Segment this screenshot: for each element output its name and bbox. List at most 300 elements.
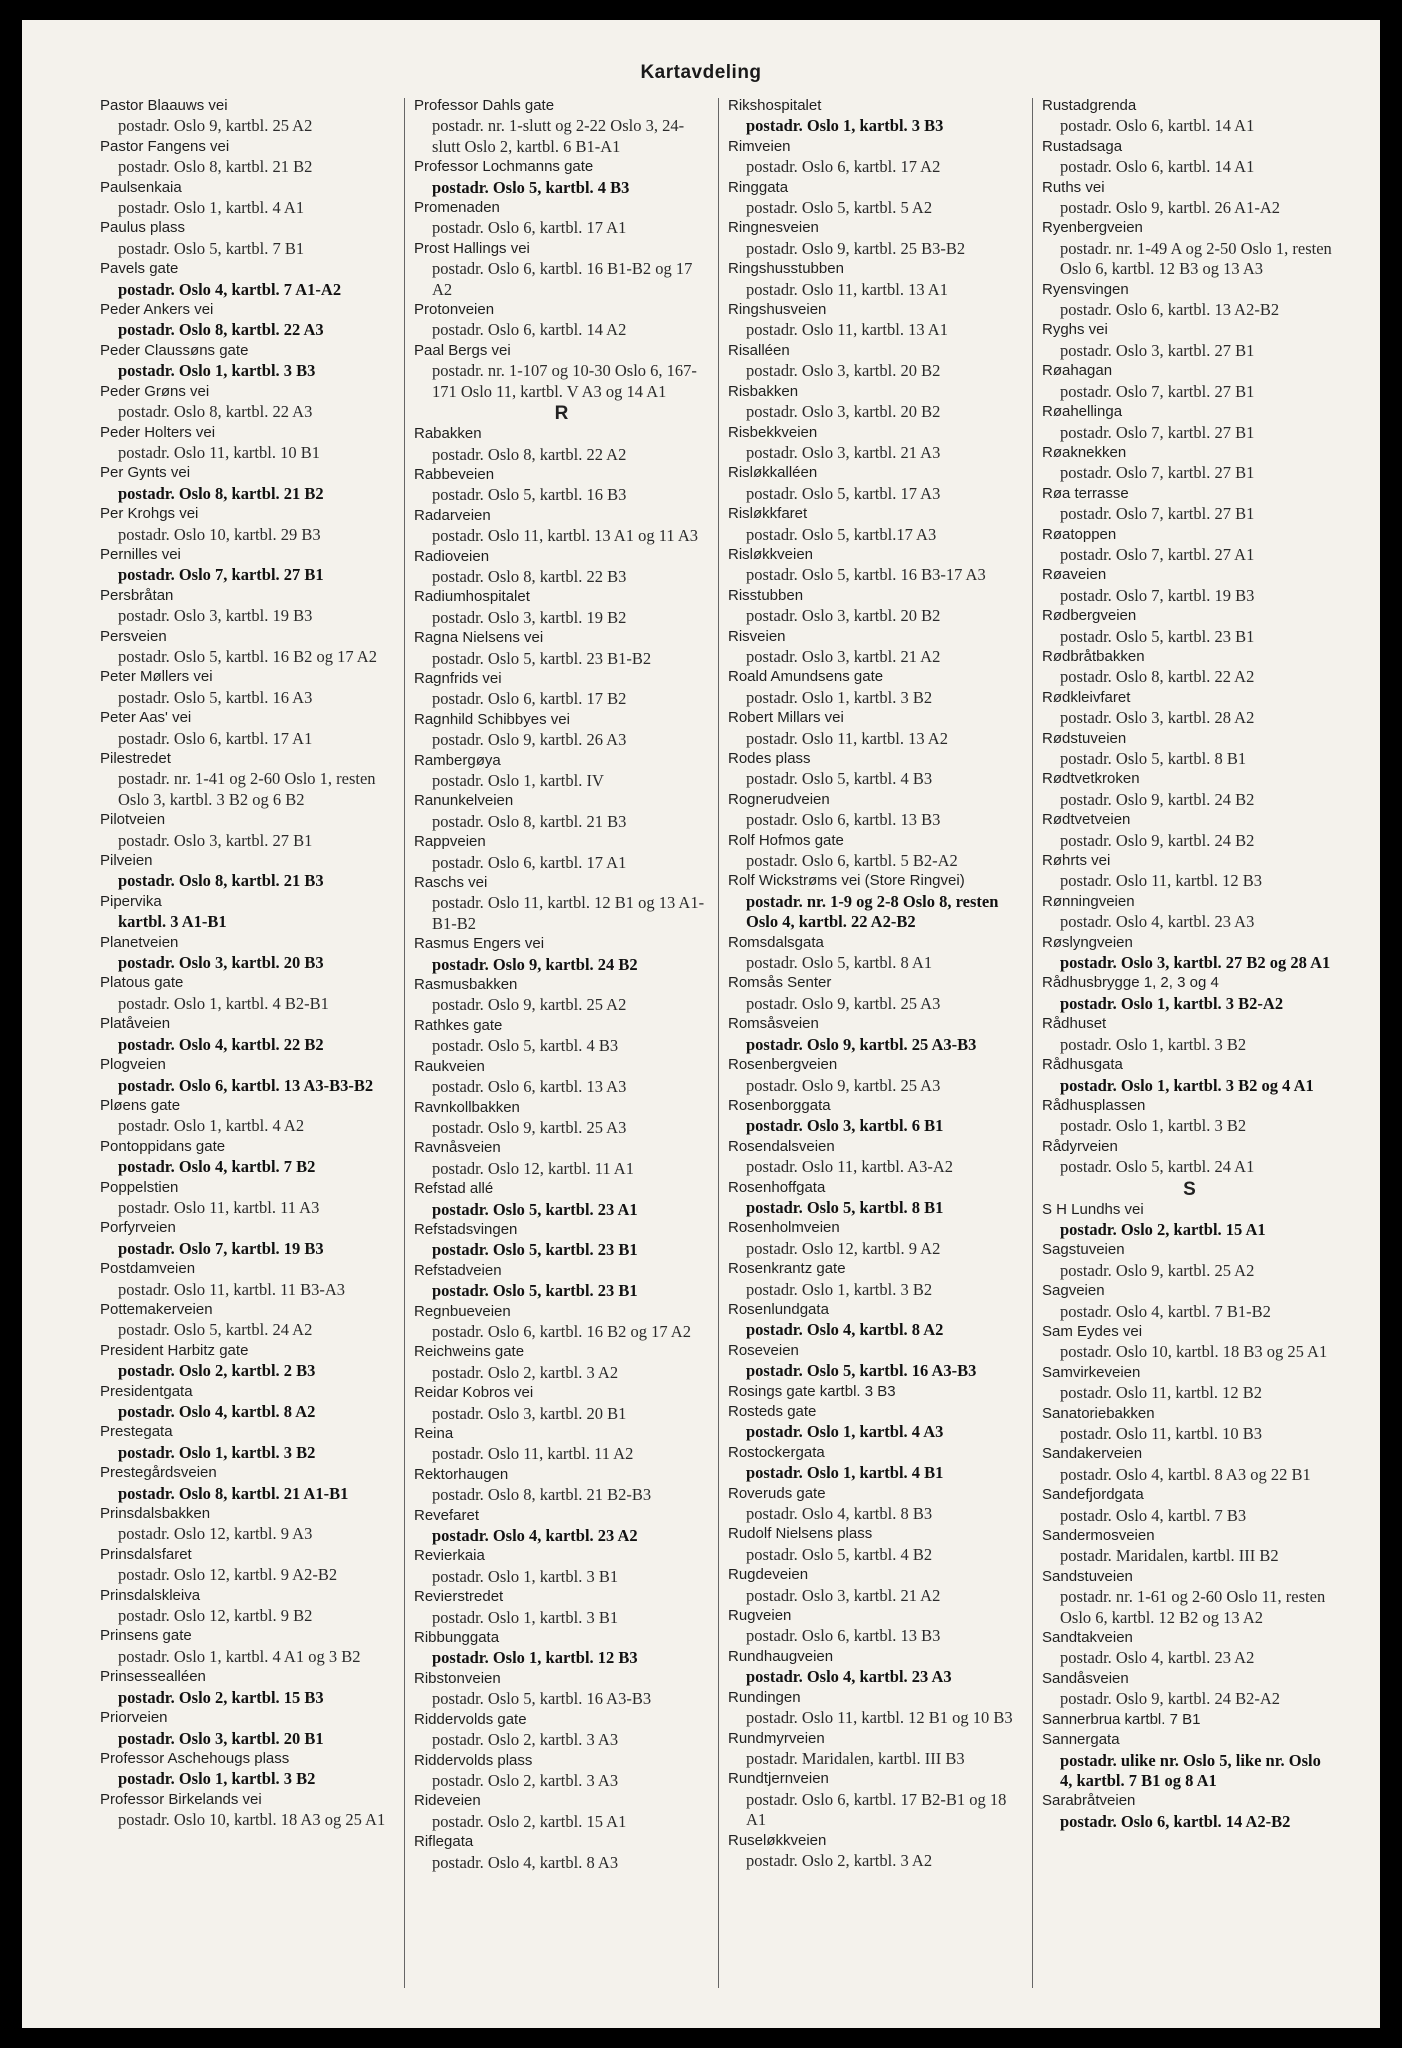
street-details: postadr. Oslo 3, kartbl. 20 B2 <box>746 606 941 626</box>
street-details: kartbl. 3 A1-B1 <box>118 912 227 932</box>
street-entry <box>1042 565 1337 606</box>
street-entry <box>414 1383 709 1424</box>
street-name: Risbekkveien <box>728 423 818 441</box>
street-entry <box>728 1402 1023 1443</box>
street-details: postadr. Oslo 1, kartbl. 3 B2 <box>1060 1034 1247 1054</box>
street-details: postadr. Oslo 12, kartbl. 11 A1 <box>432 1158 634 1178</box>
street-entry <box>728 871 1023 932</box>
street-name: Prinsdalskleiva <box>100 1586 201 1604</box>
street-entry <box>728 790 1023 831</box>
street-details: postadr. Oslo 4, kartbl. 7 A1-A2 <box>118 279 342 299</box>
street-entry <box>414 465 709 506</box>
street-name: Prinsdalsbakken <box>100 1505 211 1523</box>
street-name: Rappveien <box>414 833 486 851</box>
street-entry <box>100 1749 395 1790</box>
street-entry <box>100 1382 395 1423</box>
street-entry <box>100 218 395 259</box>
street-name: Sandefjordgata <box>1042 1486 1144 1504</box>
street-name: Raukveien <box>414 1057 485 1075</box>
street-details: postadr. Oslo 6, kartbl. 13 B3 <box>746 810 941 830</box>
street-name: Professor Aschehougs plass <box>100 1749 290 1767</box>
street-details: postadr. Oslo 3, kartbl. 21 A3 <box>746 442 941 462</box>
street-details: postadr. Oslo 5, kartbl. 16 A3 <box>118 687 313 707</box>
street-name: Risalléen <box>728 341 790 359</box>
street-name: Røahellinga <box>1042 403 1123 421</box>
street-name: Rustadgrenda <box>1042 97 1137 114</box>
street-entry <box>414 1179 709 1220</box>
street-details: postadr. Oslo 9, kartbl. 25 B3-B2 <box>746 238 966 258</box>
street-name: Sandtakveien <box>1042 1629 1133 1647</box>
street-details: postadr. Oslo 3, kartbl. 19 B2 <box>432 607 627 627</box>
street-entry <box>1042 769 1337 810</box>
street-entry <box>414 1465 709 1506</box>
street-name: Roald Amundsens gate <box>728 668 884 686</box>
street-entry <box>414 1751 709 1792</box>
street-entry <box>414 1220 709 1261</box>
street-entry <box>100 1504 395 1545</box>
street-details: postadr. Oslo 3, kartbl. 20 B1 <box>432 1403 627 1423</box>
street-details: postadr. Oslo 5, kartbl. 23 B1-B2 <box>432 648 652 668</box>
street-name: Rosenborggata <box>728 1096 831 1114</box>
street-details: postadr. Oslo 12, kartbl. 9 A2 <box>746 1238 941 1258</box>
street-entry <box>1042 1628 1337 1669</box>
street-entry <box>414 506 709 547</box>
street-name: Peder Ankers vei <box>100 301 214 319</box>
street-details: postadr. Oslo 5, kartbl. 16 B2 og 17 A2 <box>118 646 377 666</box>
street-name: Rodes plass <box>728 750 811 767</box>
street-entry <box>1042 1322 1337 1363</box>
street-entry <box>1042 1710 1337 1730</box>
street-name: Persbråtan <box>100 586 174 604</box>
street-entry <box>1042 1014 1337 1055</box>
street-name: Revierkaia <box>414 1547 485 1565</box>
street-name: Pastor Fangens vei <box>100 137 230 155</box>
street-entry <box>1042 1200 1337 1241</box>
street-details: postadr. Oslo 7, kartbl. 19 B3 <box>1060 585 1255 605</box>
street-details: postadr. Oslo 6, kartbl. 14 A1 <box>1060 116 1255 136</box>
street-entry <box>414 1587 709 1628</box>
street-details: postadr. nr. 1-41 og 2-60 Oslo 1, resten Oslo 3, kartbl. 3 B2 og 6 B2 <box>118 769 376 809</box>
street-details: postadr. Oslo 11, kartbl. A3-A2 <box>746 1157 953 1177</box>
street-details: postadr. Oslo 1, kartbl. 12 B3 <box>432 1648 638 1668</box>
street-details: postadr. Oslo 8, kartbl. 22 A3 <box>118 320 324 340</box>
street-details: postadr. Oslo 11, kartbl. 10 B3 <box>1060 1424 1262 1443</box>
street-details: postadr. Oslo 10, kartbl. 18 B3 og 25 A1 <box>1060 1342 1328 1362</box>
street-name: Røhrts vei <box>1042 852 1111 870</box>
street-name: Sanatoriebakken <box>1042 1404 1155 1422</box>
street-name: Samvirkeveien <box>1042 1363 1141 1381</box>
street-name: Risløkkalléen <box>728 464 818 482</box>
street-name: Pilveien <box>100 852 153 870</box>
street-name: Rådhusplassen <box>1042 1096 1146 1114</box>
street-entry <box>100 1708 395 1749</box>
street-entry <box>728 1831 1023 1872</box>
street-name: Per Krohgs vei <box>100 505 199 523</box>
street-name: Refstadveien <box>414 1261 502 1279</box>
street-name: Røatoppen <box>1042 525 1117 543</box>
street-name: Raschs vei <box>414 874 488 892</box>
street-details: postadr. Oslo 4, kartbl. 23 A2 <box>432 1526 638 1546</box>
street-name: Røa terrasse <box>1042 484 1129 502</box>
street-name: S H Lundhs vei <box>1042 1200 1144 1218</box>
street-details: postadr. Oslo 4, kartbl. 7 B1-B2 <box>1060 1301 1271 1321</box>
street-name: Rimveien <box>728 137 791 155</box>
street-name: Planetveien <box>100 933 179 951</box>
street-details: postadr. Oslo 6, kartbl. 17 A1 <box>118 728 313 748</box>
street-name: Radiumhospitalet <box>414 588 530 606</box>
street-entry <box>414 791 709 832</box>
street-entry <box>1042 933 1337 974</box>
street-details: postadr. Oslo 11, kartbl. 11 B3-A3 <box>118 1279 346 1299</box>
street-entry <box>1042 606 1337 647</box>
street-name: Rosenholmveien <box>728 1219 840 1237</box>
street-name: Sannergata <box>1042 1731 1120 1749</box>
street-details: postadr. Oslo 2, kartbl. 2 B3 <box>118 1361 316 1381</box>
street-entry <box>728 1484 1023 1525</box>
street-entry <box>414 1138 709 1179</box>
street-name: Rosenbergveien <box>728 1056 838 1074</box>
street-name: Regnbueveien <box>414 1302 511 1320</box>
street-name: Risløkkfaret <box>728 505 808 523</box>
street-name: Ribstonveien <box>414 1669 501 1687</box>
street-name: Revierstredet <box>414 1588 504 1606</box>
street-entry <box>1042 320 1337 361</box>
street-entry <box>414 96 709 157</box>
street-entry <box>1042 851 1337 892</box>
street-entry <box>414 1057 709 1098</box>
street-entry <box>414 341 709 402</box>
street-name: Rosenlundgata <box>728 1300 829 1318</box>
street-details: postadr. Oslo 3, kartbl. 28 A2 <box>1060 708 1255 728</box>
street-name: Refstadsvingen <box>414 1220 518 1238</box>
street-details: postadr. Oslo 10, kartbl. 29 B3 <box>118 524 321 544</box>
street-entry <box>1042 688 1337 729</box>
street-name: Robert Millars vei <box>728 709 844 727</box>
street-entry <box>728 463 1023 504</box>
street-details: postadr. nr. 1-61 og 2-60 Oslo 11, resten Oslo 6, kartbl. 12 B2 og 13 A2 <box>1060 1587 1326 1627</box>
street-entry <box>728 667 1023 708</box>
street-name: Reina <box>414 1425 454 1442</box>
street-entry <box>1042 1404 1337 1445</box>
street-name: Rødtvetveien <box>1042 811 1131 829</box>
street-entry <box>1042 1526 1337 1567</box>
street-details: postadr. Oslo 4, kartbl. 23 A3 <box>746 1667 952 1687</box>
street-entry <box>728 1769 1023 1830</box>
street-entry <box>100 1667 395 1708</box>
street-name: Rødtvetkroken <box>1042 770 1140 788</box>
street-entry <box>728 382 1023 423</box>
street-entry <box>100 1178 395 1219</box>
street-details: postadr. Oslo 9, kartbl. 25 A2 <box>1060 1260 1255 1280</box>
street-details: postadr. Oslo 7, kartbl. 27 A1 <box>1060 544 1255 564</box>
street-name: Røaknekken <box>1042 443 1127 461</box>
street-details: postadr. Oslo 4, kartbl. 7 B3 <box>1060 1505 1247 1525</box>
street-name: Pottemakerveien <box>100 1300 213 1318</box>
street-details: postadr. Oslo 1, kartbl. IV <box>432 771 604 790</box>
street-name: Priorveien <box>100 1709 168 1727</box>
street-entry <box>728 749 1023 790</box>
street-details: postadr. Oslo 6, kartbl. 16 B1-B2 og 17 A2 <box>432 259 693 299</box>
street-entry <box>100 933 395 974</box>
street-name: Roseveien <box>728 1341 799 1359</box>
street-name: Ragnhild Schibbyes vei <box>414 710 570 728</box>
street-name: Ragnfrids vei <box>414 669 502 687</box>
column-1 <box>100 96 395 1831</box>
street-name: Rugveien <box>728 1607 792 1625</box>
street-name: Peter Møllers vei <box>100 668 213 686</box>
street-name: Rødbråtbakken <box>1042 647 1145 665</box>
street-name: Refstad allé <box>414 1180 494 1198</box>
section-letter: S <box>1183 1178 1196 1200</box>
street-details: postadr. nr. 1-slutt og 2-22 Oslo 3, 24-slutt Oslo 2, kartbl. 6 B1-A1 <box>432 116 685 156</box>
street-entry <box>1042 178 1337 219</box>
street-entry <box>100 1790 395 1831</box>
street-details: postadr. Oslo 4, kartbl. 8 B3 <box>746 1504 933 1524</box>
column-3 <box>728 96 1023 1871</box>
directory-page <box>22 20 1380 2028</box>
street-entry <box>414 1098 709 1139</box>
street-name: Prestegårdsveien <box>100 1464 217 1482</box>
street-entry <box>100 851 395 892</box>
street-name: Sannerbrua kartbl. 7 B1 <box>1042 1710 1201 1728</box>
street-details: postadr. Oslo 11, kartbl. 10 B1 <box>118 442 320 462</box>
column-divider <box>718 98 719 1988</box>
street-details: postadr. nr. 1-9 og 2-8 Oslo 8, resten Oslo 4, kartbl. 22 A2-B2 <box>746 891 999 932</box>
street-details: postadr. Oslo 4, kartbl. 8 A2 <box>746 1320 944 1340</box>
street-name: Ryensvingen <box>1042 280 1129 298</box>
street-entry <box>1042 1281 1337 1322</box>
street-entry <box>414 1342 709 1383</box>
street-entry <box>1042 1055 1337 1096</box>
street-entry <box>1042 1444 1337 1485</box>
street-name: Romsdalsgata <box>728 933 824 951</box>
street-details: postadr. Oslo 6, kartbl. 17 B2-B1 og 18 A1 <box>746 1789 1007 1830</box>
street-name: Røahagan <box>1042 362 1113 380</box>
street-details: postadr. Oslo 4, kartbl. 8 A3 og 22 B1 <box>1060 1464 1311 1484</box>
street-name: Reichweins gate <box>414 1343 525 1361</box>
street-details: postadr. Oslo 6, kartbl. 5 B2-A2 <box>746 851 958 871</box>
street-name: Prinsdalsfaret <box>100 1545 192 1563</box>
street-entry <box>414 239 709 300</box>
street-entry <box>728 545 1023 586</box>
street-name: Rosteds gate <box>728 1403 817 1420</box>
street-name: Pavels gate <box>100 260 179 278</box>
street-details: postadr. Oslo 7, kartbl. 27 B1 <box>118 565 324 585</box>
street-name: Rosings gate kartbl. 3 B3 <box>728 1382 896 1400</box>
street-entry <box>1042 1485 1337 1526</box>
street-entry <box>100 627 395 668</box>
street-entry <box>100 1014 395 1055</box>
street-name: Rønningveien <box>1042 892 1135 910</box>
street-details: postadr. Oslo 5, kartbl. 23 B1 <box>432 1281 638 1301</box>
street-entry <box>414 1546 709 1587</box>
street-name: Pilestredet <box>100 750 171 767</box>
street-entry <box>1042 137 1337 178</box>
street-details: postadr. Oslo 11, kartbl. 12 B3 <box>1060 871 1262 891</box>
street-name: Prinsens gate <box>100 1627 192 1645</box>
street-entry <box>100 178 395 219</box>
street-name: Rosendalsveien <box>728 1137 835 1155</box>
street-details: postadr. Oslo 5, kartbl. 8 A1 <box>746 953 933 973</box>
street-name: Risløkkveien <box>728 545 814 563</box>
street-details: postadr. Oslo 2, kartbl. 3 A2 <box>432 1362 619 1382</box>
street-entry <box>1042 525 1337 566</box>
street-entry <box>414 934 709 975</box>
street-details: postadr. Oslo 2, kartbl. 15 A1 <box>1060 1219 1266 1239</box>
street-details: postadr. Oslo 4, kartbl. 8 A3 <box>432 1852 619 1872</box>
street-details: postadr. Oslo 6, kartbl. 13 B3 <box>746 1626 941 1646</box>
street-details: postadr. Oslo 6, kartbl. 17 A2 <box>746 157 941 177</box>
street-name: Ryghs vei <box>1042 321 1108 339</box>
street-entry <box>728 627 1023 668</box>
street-details: postadr. Oslo 6, kartbl. 14 A2 <box>432 320 627 340</box>
street-entry <box>100 1096 395 1137</box>
street-details: postadr. Oslo 8, kartbl. 21 B3 <box>432 811 627 831</box>
street-details: postadr. Oslo 9, kartbl. 25 A3 <box>746 1075 941 1095</box>
street-name: Porfyrveien <box>100 1219 176 1237</box>
street-details: postadr. Oslo 6, kartbl. 17 A1 <box>432 218 627 238</box>
street-details: postadr. Oslo 11, kartbl. 12 B1 og 13 A1-B1-B2 <box>432 893 705 933</box>
street-entry <box>1042 402 1337 443</box>
street-entry <box>100 667 395 708</box>
column-divider <box>404 98 405 1988</box>
street-name: Rødbergveien <box>1042 607 1137 625</box>
street-details: postadr. Oslo 1, kartbl. 4 A1 og 3 B2 <box>118 1646 361 1666</box>
street-entry <box>100 1300 395 1341</box>
street-name: President Harbitz gate <box>100 1341 249 1359</box>
street-details: postadr. Oslo 8, kartbl. 21 B2 <box>118 157 313 177</box>
street-name: Pastor Blaauws vei <box>100 97 228 114</box>
street-details: postadr. Oslo 7, kartbl. 27 B1 <box>1060 422 1255 442</box>
street-name: Peder Claussøns gate <box>100 341 249 359</box>
street-entry <box>728 1259 1023 1300</box>
street-entry <box>1042 443 1337 484</box>
street-details: postadr. Oslo 5, kartbl. 8 B1 <box>746 1197 944 1217</box>
street-entry <box>100 1259 395 1300</box>
street-details: postadr. Oslo 5, kartbl. 24 A2 <box>118 1320 313 1340</box>
street-name: Romsås Senter <box>728 974 832 992</box>
street-details: postadr. Oslo 3, kartbl. 20 B2 <box>746 361 941 381</box>
street-entry <box>414 1669 709 1710</box>
street-entry <box>100 1463 395 1504</box>
street-details: postadr. Oslo 9, kartbl. 25 A3-B3 <box>746 1034 977 1054</box>
street-entry <box>728 423 1023 464</box>
street-name: Prost Hallings vei <box>414 239 530 257</box>
street-entry <box>1042 1669 1337 1710</box>
street-name: Rosenkrantz gate <box>728 1260 846 1278</box>
street-entry <box>100 259 395 300</box>
street-details: postadr. Oslo 1, kartbl. 3 B2 og 4 A1 <box>1060 1075 1314 1095</box>
street-name: Røslyngveien <box>1042 933 1133 951</box>
street-name: Rådhusgata <box>1042 1056 1123 1074</box>
street-details: postadr. Oslo 4, kartbl. 23 A3 <box>1060 912 1255 932</box>
street-entry <box>728 933 1023 974</box>
street-name: Ringshusveien <box>728 301 827 319</box>
street-name: Sagstuveien <box>1042 1241 1125 1259</box>
street-name: Rundtjernveien <box>728 1770 829 1788</box>
street-name: Rabbeveien <box>414 465 495 483</box>
street-entry <box>1042 1096 1337 1137</box>
street-entry <box>728 1178 1023 1219</box>
street-details: postadr. Oslo 3, kartbl. 21 A2 <box>746 646 941 666</box>
street-entry <box>414 1302 709 1343</box>
street-details: postadr. Oslo 12, kartbl. 9 B2 <box>118 1606 313 1626</box>
street-entry <box>414 975 709 1016</box>
street-details: postadr. Oslo 11, kartbl. 13 A2 <box>746 728 948 748</box>
street-name: Plogveien <box>100 1056 166 1074</box>
street-details: postadr. Oslo 2, kartbl. 3 A3 <box>432 1730 619 1750</box>
street-entry <box>100 586 395 627</box>
street-name: Rikshospitalet <box>728 97 822 114</box>
street-entry <box>100 137 395 178</box>
street-entry <box>728 1218 1023 1259</box>
street-details: postadr. Oslo 11, kartbl. 13 A1 <box>746 320 948 340</box>
street-name: Rosenhoffgata <box>728 1178 826 1196</box>
column-2 <box>414 96 709 1873</box>
street-details: postadr. Oslo 11, kartbl. 12 B1 og 10 B3 <box>746 1708 1013 1728</box>
street-entry <box>1042 1363 1337 1404</box>
street-name: Risbakken <box>728 382 799 400</box>
street-details: postadr. Oslo 1, kartbl. 3 B3 <box>746 116 944 136</box>
street-entry <box>728 96 1023 137</box>
street-details: postadr. Oslo 3, kartbl. 20 B2 <box>746 402 941 422</box>
street-name: Ranunkelveien <box>414 792 514 810</box>
street-name: Rathkes gate <box>414 1016 503 1034</box>
street-entry <box>1042 892 1337 933</box>
street-name: Sam Eydes vei <box>1042 1322 1143 1340</box>
street-entry <box>728 973 1023 1014</box>
street-name: Ravnåsveien <box>414 1139 501 1157</box>
street-entry <box>100 1545 395 1586</box>
street-details: postadr. ulike nr. Oslo 5, like nr. Oslo 4, kartbl. 7 B1 og 8 A1 <box>1060 1750 1321 1790</box>
street-details: postadr. Oslo 6, kartbl. 13 A3 <box>432 1077 627 1097</box>
street-entry <box>414 832 709 873</box>
street-entry <box>1042 973 1337 1014</box>
street-details: postadr. Oslo 1, kartbl. 3 B2-A2 <box>1060 993 1284 1013</box>
street-name: Peter Aas' vei <box>100 709 192 727</box>
street-name: Reidar Kobros vei <box>414 1384 534 1402</box>
street-name: Ravnkollbakken <box>414 1098 520 1116</box>
street-entry <box>100 1218 395 1259</box>
street-details: postadr. Oslo 3, kartbl. 20 B1 <box>118 1728 324 1748</box>
street-entry <box>414 587 709 628</box>
street-details: postadr. Oslo 5, kartbl. 8 B1 <box>1060 749 1247 768</box>
street-details: postadr. Oslo 3, kartbl. 27 B1 <box>1060 340 1255 360</box>
street-entry <box>100 1137 395 1178</box>
street-details: postadr. Oslo 1, kartbl. 3 B1 <box>432 1566 619 1586</box>
street-name: Rundhaugveien <box>728 1647 834 1665</box>
street-entry <box>100 708 395 749</box>
street-entry <box>728 504 1023 545</box>
street-name: Poppelstien <box>100 1178 179 1196</box>
street-entry <box>414 628 709 669</box>
street-details: postadr. Oslo 5, kartbl. 4 B3 <box>432 177 630 197</box>
street-details: postadr. Oslo 7, kartbl. 19 B3 <box>118 1238 324 1258</box>
street-name: Rambergøya <box>414 751 501 769</box>
street-details: postadr. Oslo 9, kartbl. 26 A1-A2 <box>1060 198 1280 218</box>
street-details: postadr. Oslo 9, kartbl. 24 B2 <box>432 954 638 974</box>
street-details: postadr. Oslo 3, kartbl. 20 B3 <box>118 953 324 973</box>
street-name: Rudolf Nielsens plass <box>728 1525 873 1543</box>
street-name: Paal Bergs vei <box>414 341 511 359</box>
street-name: Risveien <box>728 627 786 645</box>
street-name: Peder Grøns vei <box>100 382 210 400</box>
street-entry <box>414 547 709 588</box>
street-entry <box>728 1647 1023 1688</box>
street-name: Rådhuset <box>1042 1015 1107 1033</box>
street-details: postadr. Oslo 1, kartbl. 3 B2 <box>746 1279 933 1299</box>
street-details: postadr. Maridalen, kartbl. III B2 <box>1060 1546 1279 1566</box>
